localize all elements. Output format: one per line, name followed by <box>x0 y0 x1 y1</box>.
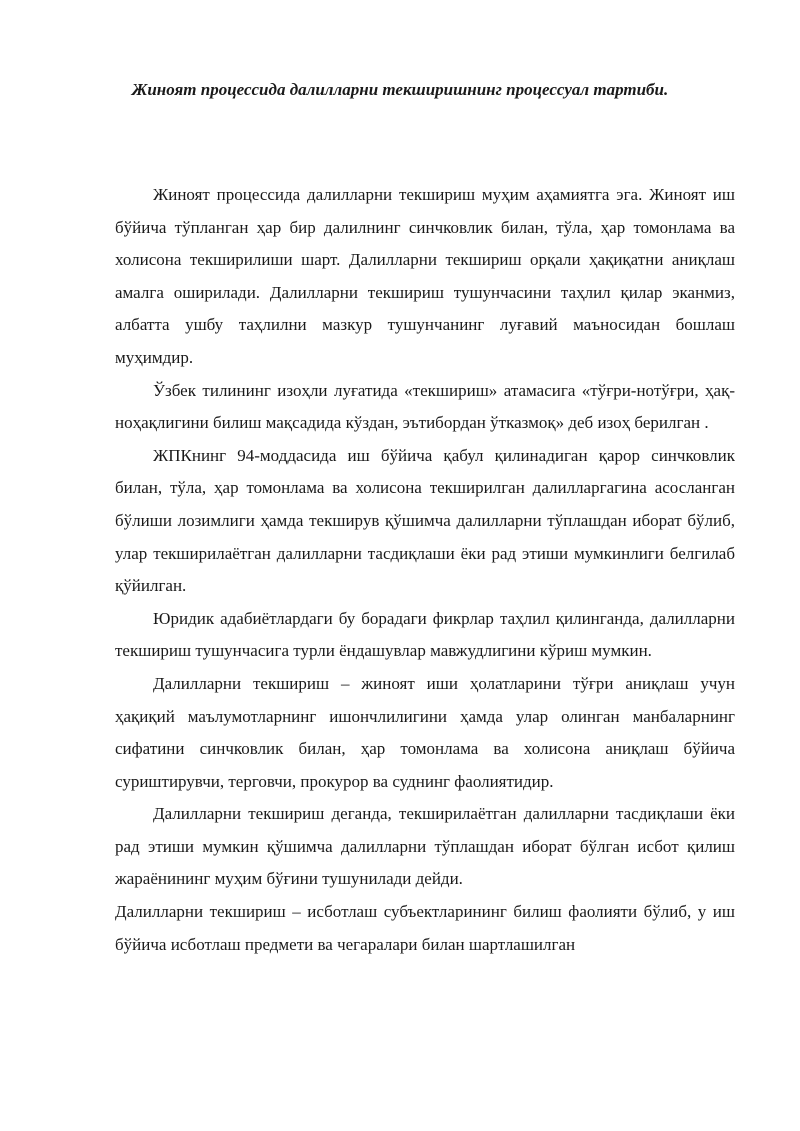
paragraph: Далилларни текшириш – жиноят иши ҳолатларини тўғри аниқлаш учун ҳақиқий маълумотларнинг ишончлилигини ҳамда улар олинган манбаларнинг сифатини синчковлик билан, ҳар томонлама ва холисона аниқлаш бўйича суриштирувчи, терговчи, прокурор ва суднинг фаолиятидир. <box>115 673 735 791</box>
paragraph: Юридик адабиётлардаги бу борадаги фикрлар таҳлил қилинганда, далилларни текшириш тушунчасига турли ёндашувлар мавжудлигини кўриш мумкин. <box>115 608 735 661</box>
paragraph: ЖПКнинг 94-моддасида иш бўйича қабул қилинадиган қарор синчковлик билан, тўла, ҳар томонлама ва холисона текширилган далилларгагина асосланган бўлиши лозимлиги ҳамда текширув қўшимча далилларни тўплашдан иборат бўлиб, улар текширилаётган далилларни тасдиқлаши ёки рад этиши мумкинлиги белгилаб қўйилган. <box>115 445 735 596</box>
document-body <box>115 179 735 961</box>
document-title: Жиноят процессида далилларни текширишнинг процессуал тартиби. <box>131 80 669 99</box>
paragraph: Жиноят процессида далилларни текшириш муҳим аҳамиятга эга. Жиноят иш бўйича тўпланган ҳар бир далилнинг синчковлик билан, тўла, ҳар томонлама ва холисона текширилиши шарт. Далилларни текшириш орқали ҳақиқатни аниқлаш амалга оширилади. Далилларни текшириш тушунчасини таҳлил қилар эканмиз, албатта ушбу таҳлилни мазкур тушунчанинг луғавий маъносидан бошлаш муҳимдир. <box>115 185 735 367</box>
paragraph: Далилларни текшириш – исботлаш субъектларининг билиш фаолияти бўлиб, у иш бўйича исботлаш предмети ва чегаралари билан шартлашилган <box>115 902 735 954</box>
paragraph: Ўзбек тилининг изоҳли луғатида «текшириш» атамасига «тўғри-нотўғри, ҳақ-ноҳақлигини билиш мақсадида кўздан, эътибордан ўтказмоқ» деб изоҳ берилган . <box>115 380 735 433</box>
paragraph: Далилларни текшириш деганда, текширилаётган далилларни тасдиқлаши ёки рад этиши мумкин қўшимча далилларни тўплашдан иборат бўлган исбот қилиш жараёнининг муҳим бўғини тушунилади дейди. <box>115 804 735 889</box>
